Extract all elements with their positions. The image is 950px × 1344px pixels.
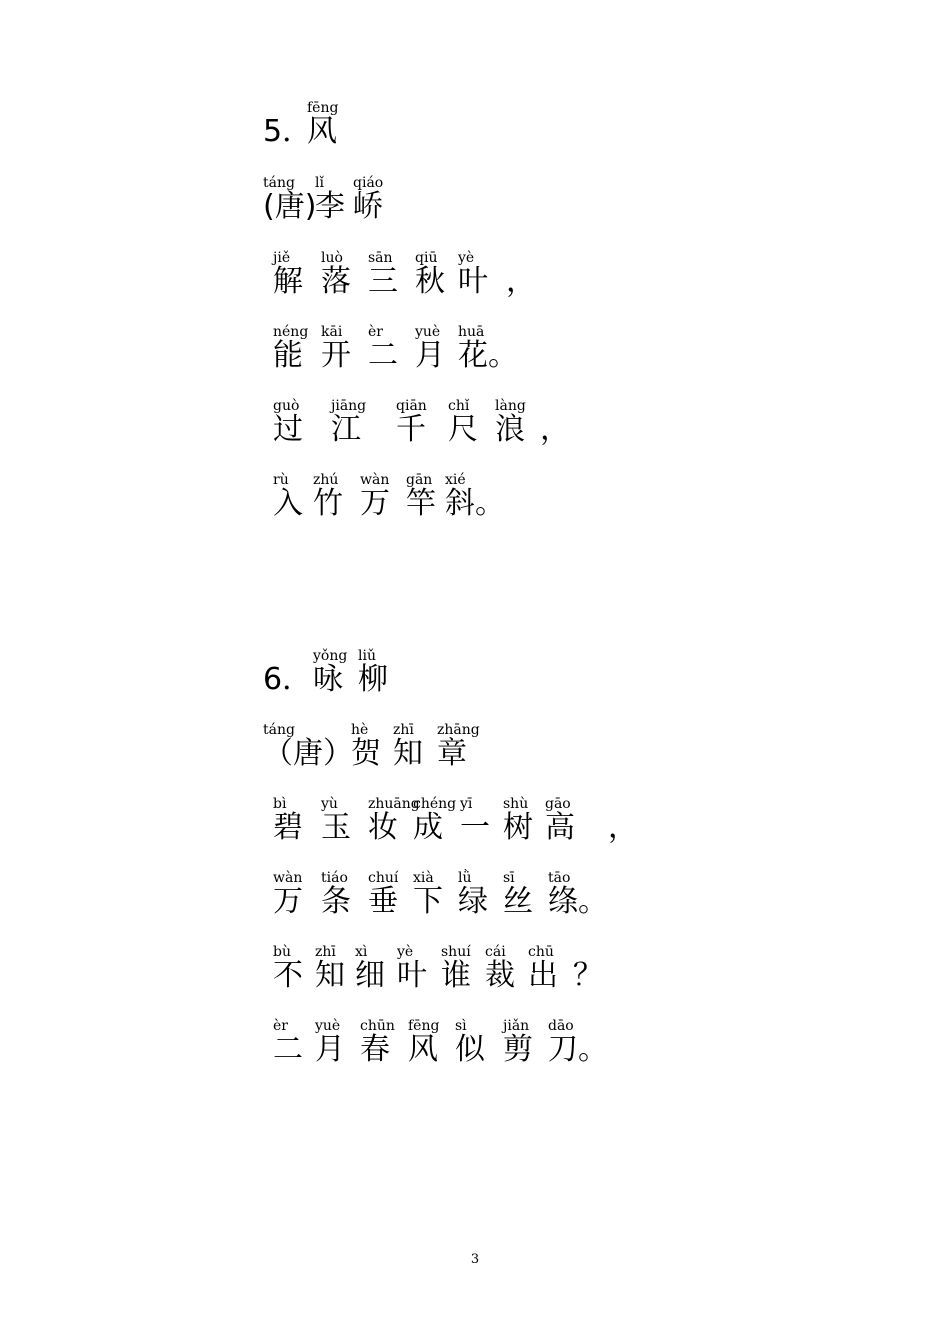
hanzi: 风: [307, 114, 337, 149]
hanzi: 能: [273, 338, 303, 373]
pinyin: tiáo: [321, 870, 348, 886]
pinyin: chuí: [368, 870, 399, 886]
hanzi: 条: [321, 884, 351, 919]
hanzi: 柳: [358, 662, 388, 697]
hanzi: 似: [455, 1032, 485, 1067]
pinyin: néng: [273, 324, 309, 340]
hanzi: 花。: [458, 338, 518, 373]
pinyin: jiě: [273, 250, 291, 266]
pinyin: xià: [413, 870, 434, 886]
pinyin: luò: [321, 250, 343, 266]
hanzi: 李: [315, 189, 345, 224]
hanzi: 尺: [448, 412, 478, 447]
hanzi: 风: [408, 1032, 438, 1067]
pinyin: zhī: [315, 944, 336, 960]
hanzi: 成: [413, 810, 443, 845]
pinyin: fēng: [408, 1018, 440, 1034]
pinyin: qiān: [396, 398, 427, 414]
pinyin: yè: [458, 250, 475, 266]
pinyin: sì: [455, 1018, 467, 1034]
pinyin: liǔ: [358, 648, 376, 664]
pinyin: xié: [445, 472, 466, 488]
pinyin: zhāng: [437, 722, 480, 738]
pinyin: wàn: [360, 472, 390, 488]
hanzi: 万: [360, 486, 390, 521]
hanzi: 碧: [273, 810, 303, 845]
hanzi: 不: [273, 958, 303, 993]
pinyin: jiǎn: [503, 1018, 530, 1034]
hanzi: 章: [437, 736, 467, 771]
pinyin: èr: [368, 324, 383, 340]
hanzi: 过: [273, 412, 303, 447]
pinyin: cái: [485, 944, 506, 960]
hanzi: ？: [573, 958, 603, 993]
hanzi: 一: [460, 810, 490, 845]
hanzi: 绿: [458, 884, 488, 919]
hanzi: 竿: [406, 486, 436, 521]
pinyin: qiáo: [353, 175, 384, 191]
pinyin: fēng: [307, 100, 339, 116]
hanzi: 峤: [353, 189, 383, 224]
hanzi: (唐): [263, 189, 317, 224]
pinyin: guò: [273, 398, 300, 414]
pinyin: zhī: [393, 722, 414, 738]
hanzi: 玉: [321, 810, 351, 845]
pinyin: sān: [368, 250, 393, 266]
pinyin: bù: [273, 944, 291, 960]
hanzi: 咏: [313, 662, 343, 697]
pinyin: táng: [263, 722, 295, 738]
pinyin: táng: [263, 175, 295, 191]
hanzi: 春: [360, 1032, 390, 1067]
pinyin: dāo: [548, 1018, 574, 1034]
pinyin: yè: [397, 944, 414, 960]
hanzi: 知: [315, 958, 345, 993]
pinyin: jiāng: [331, 398, 367, 414]
hanzi: 落: [321, 264, 351, 299]
hanzi: 绦。: [548, 884, 608, 919]
hanzi: 刀。: [548, 1032, 608, 1067]
pinyin: yǒng: [313, 648, 348, 664]
hanzi: 二: [368, 338, 398, 373]
pinyin: lǐ: [315, 175, 324, 191]
pinyin: làng: [495, 398, 526, 414]
hanzi: 千: [396, 412, 426, 447]
pinyin: chǐ: [448, 398, 470, 414]
pinyin: kāi: [321, 324, 343, 340]
hanzi: 万: [273, 884, 303, 919]
pinyin: yī: [460, 796, 473, 812]
hanzi: 月: [315, 1032, 345, 1067]
pinyin: qiū: [415, 250, 438, 266]
pinyin: huā: [458, 324, 485, 340]
pinyin: tāo: [548, 870, 571, 886]
hanzi: ，: [540, 412, 570, 447]
pinyin: sī: [503, 870, 515, 886]
hanzi: 5．: [263, 114, 313, 149]
pinyin: yuè: [315, 1018, 341, 1034]
hanzi: ，: [506, 264, 536, 299]
pinyin: yù: [321, 796, 338, 812]
page-number: 3: [470, 1252, 480, 1267]
hanzi: 贺: [351, 736, 381, 771]
hanzi: 裁: [485, 958, 515, 993]
hanzi: 浪: [495, 412, 525, 447]
hanzi: 叶: [458, 264, 488, 299]
hanzi: 谁: [441, 958, 471, 993]
hanzi: （唐）: [263, 736, 353, 771]
hanzi: 三: [368, 264, 398, 299]
hanzi: 知: [393, 736, 423, 771]
pinyin: gāo: [545, 796, 571, 812]
pinyin: rù: [273, 472, 289, 488]
hanzi: 细: [355, 958, 385, 993]
hanzi: 剪: [503, 1032, 533, 1067]
pinyin: èr: [273, 1018, 288, 1034]
hanzi: 高: [545, 810, 575, 845]
hanzi: 解: [273, 264, 303, 299]
pinyin: shù: [503, 796, 529, 812]
hanzi: 6．: [263, 662, 313, 697]
hanzi: 月: [415, 338, 445, 373]
pinyin: zhú: [313, 472, 339, 488]
hanzi: 江: [331, 412, 361, 447]
hanzi: 秋: [415, 264, 445, 299]
hanzi: 二: [273, 1032, 303, 1067]
hanzi: 丝: [503, 884, 533, 919]
hanzi: 开: [321, 338, 351, 373]
pinyin: yuè: [415, 324, 441, 340]
pinyin: chū: [528, 944, 554, 960]
pinyin: gān: [406, 472, 433, 488]
hanzi: 树: [503, 810, 533, 845]
hanzi: 叶: [397, 958, 427, 993]
pinyin: shuí: [441, 944, 471, 960]
hanzi: 入: [273, 486, 303, 521]
pinyin: bì: [273, 796, 287, 812]
pinyin: chéng: [413, 796, 457, 812]
pinyin: hè: [351, 722, 369, 738]
hanzi: 妆: [368, 810, 398, 845]
hanzi: 垂: [368, 884, 398, 919]
pinyin: zhuāng: [368, 796, 420, 812]
hanzi: 斜。: [445, 486, 505, 521]
hanzi: 竹: [313, 486, 343, 521]
pinyin: lǜ: [458, 870, 472, 886]
hanzi: ，: [608, 810, 638, 845]
pinyin: xì: [355, 944, 368, 960]
hanzi: 出: [528, 958, 558, 993]
pinyin: wàn: [273, 870, 303, 886]
hanzi: 下: [413, 884, 443, 919]
pinyin: chūn: [360, 1018, 395, 1034]
